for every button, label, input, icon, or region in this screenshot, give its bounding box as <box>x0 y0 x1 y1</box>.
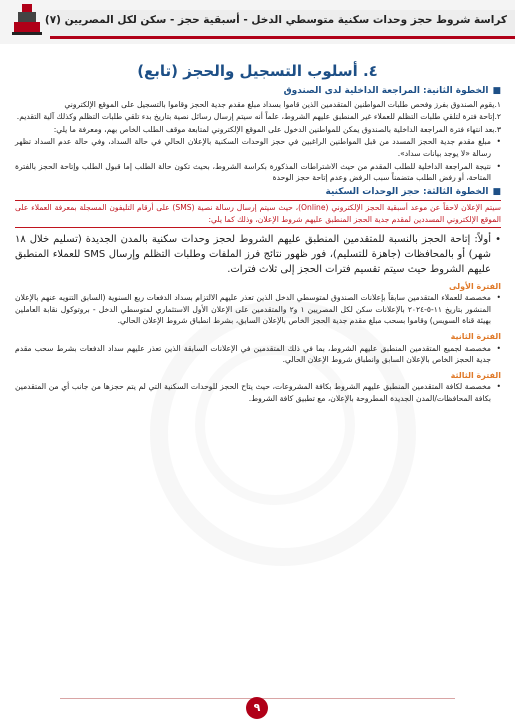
page-header <box>0 0 515 44</box>
period-one-label: الفترة الأولى <box>448 281 501 291</box>
step-two-bullet: • مبلغ مقدم جدية الحجز المسدد من قبل المواطنين الراغبين في حجز الوحدات السكنية بالإعلان الحالي في حالة السداد، وفي حالة عدم السداد تظهر رسالة «لا يوجد بيانات سداد». <box>15 136 501 159</box>
step-two-item: ٣.بعد انتهاء فترة المراجعة الداخلية بالصندوق يمكن للمواطنين الدخول على الموقع الإلكتروني لمتابعة موقف الطلب الخاص بهم، ومعرفة ما يلي: <box>53 124 501 134</box>
period-three-text: • مخصصة لكافة المتقدمين المنطبق عليهم الشروط بكافة المشروعات، حيث يتاح الحجز للوحدات السكنية التي لم يتم حجزها من جانب أي من المتقدمين بكافة المحافظات/المدن الجديدة المطروحة بالإعلان، مع تطبيق كافة الشروط. <box>15 381 501 404</box>
header-bar <box>44 10 515 39</box>
period-three-label: الفترة الثالثة <box>450 370 501 380</box>
step-two-bullet: • نتيجة المراجعة الداخلية للطلب المقدم من حيث الاشتراطات المذكورة بكراسة الشروط، بحيث تكون حالة الطلب إما قبول الطلب وإتاحة الحجز بالفترة المتاحة، أو رفض الطلب متضمناً سبب الرفض وعدم إتاحة حجز الوحدة <box>15 161 501 184</box>
step-three-first: • أولاً: إتاحة الحجز بالنسبة للمتقدمين المنطبق عليهم الشروط لحجز وحدات سكنية بالمدن الجديدة (تسليم خلال ١٨ شهر) أو بالمحافظات (جاهزة للتسليم)، فور ظهور نتائج فرز الملفات وطلبات التظلم وإرسال SMS للعملاء المنطبق عليهم الشروط حيث سيتم تقسيم فترات الحجز إلى ثلاث فترات. <box>15 232 501 277</box>
step-two-title: ■الخطوة الثانية: المراجعة الداخلية لدى الصندوق <box>283 86 501 96</box>
section-heading: ٤. أسلوب التسجيل والحجز (تابع) <box>137 62 378 80</box>
step-two-item: ١.يقوم الصندوق بفرز وفحص طلبات المواطنين المتقدمين الذين قاموا بسداد مبلغ مقدم جدية الحجز وقاموا بالتسجيل على الموقع الإلكتروني <box>64 99 501 109</box>
period-two-text: • مخصصة لجميع المتقدمين المنطبق عليهم الشروط، بما في ذلك المتقدمين في الإعلانات السابقة الذين تعذر عليهم سداد الدفعات بشرط سحب مقدم جدية الحجز الخاص بالإعلان السابق وانطباق شروط الإعلان الحالي. <box>15 343 501 366</box>
step-three-notice: سيتم الإعلان لاحقاً عن موعد أسبقية الحجز الإلكتروني (Online)، حيث سيتم إرسال رسالة نصية (SMS) على أرقام التليفون المسجلة بمعرفة العملاء على الموقع الإلكتروني المسددين لمقدم جدية الحجز المنطبق عليهم شروط الإعلان، وذلك كما يلي: <box>15 200 501 227</box>
period-two-label: الفترة الثانية <box>450 331 501 341</box>
fund-logo-icon <box>8 0 46 38</box>
page-content <box>15 86 501 405</box>
square-bullet-icon: ■ <box>492 86 501 96</box>
page-number: ٩ <box>246 697 268 719</box>
period-one-text: • مخصصة للعملاء المتقدمين سابقاً بإعلانات الصندوق لمتوسطي الدخل الذين تعذر عليهم الالتزام بسداد الدفعات ربع السنوية (السابق التنويه عنهم بالإعلان المنشور بتاريخ ١١-٥-٢٠٢٤ بالإعلانات سكن لكل المصريين ١ و٢ والمتقدمين على الإعلان الأول الاستثماري لمتوسطي الدخل - بروتوكول نقابة العاملين بهيئة قناة السويس) وقاموا بسحب مبلغ مقدم جدية الحجز الخاص بالإعلان السابق، بشرط انطباق شروط الإعلان الحالي. <box>15 292 501 327</box>
step-two-item: ٢.إتاحة فترة لتلقي طلبات التظلم للعملاء غير المنطبق عليهم الشروط، علماً أنه سيتم إرسال رسائل نصية بتاريخ بدء تلقي طلبات التظلم وكذلك آلية التقديم. <box>16 112 501 122</box>
document-title: كراسة شروط حجز وحدات سكنية متوسطي الدخل - أسبقية حجز - سكن لكل المصريين (٧) <box>44 14 507 26</box>
step-three-title: ■الخطوة الثالثة: حجز الوحدات السكنية <box>325 186 501 197</box>
square-bullet-icon: ■ <box>492 186 501 197</box>
